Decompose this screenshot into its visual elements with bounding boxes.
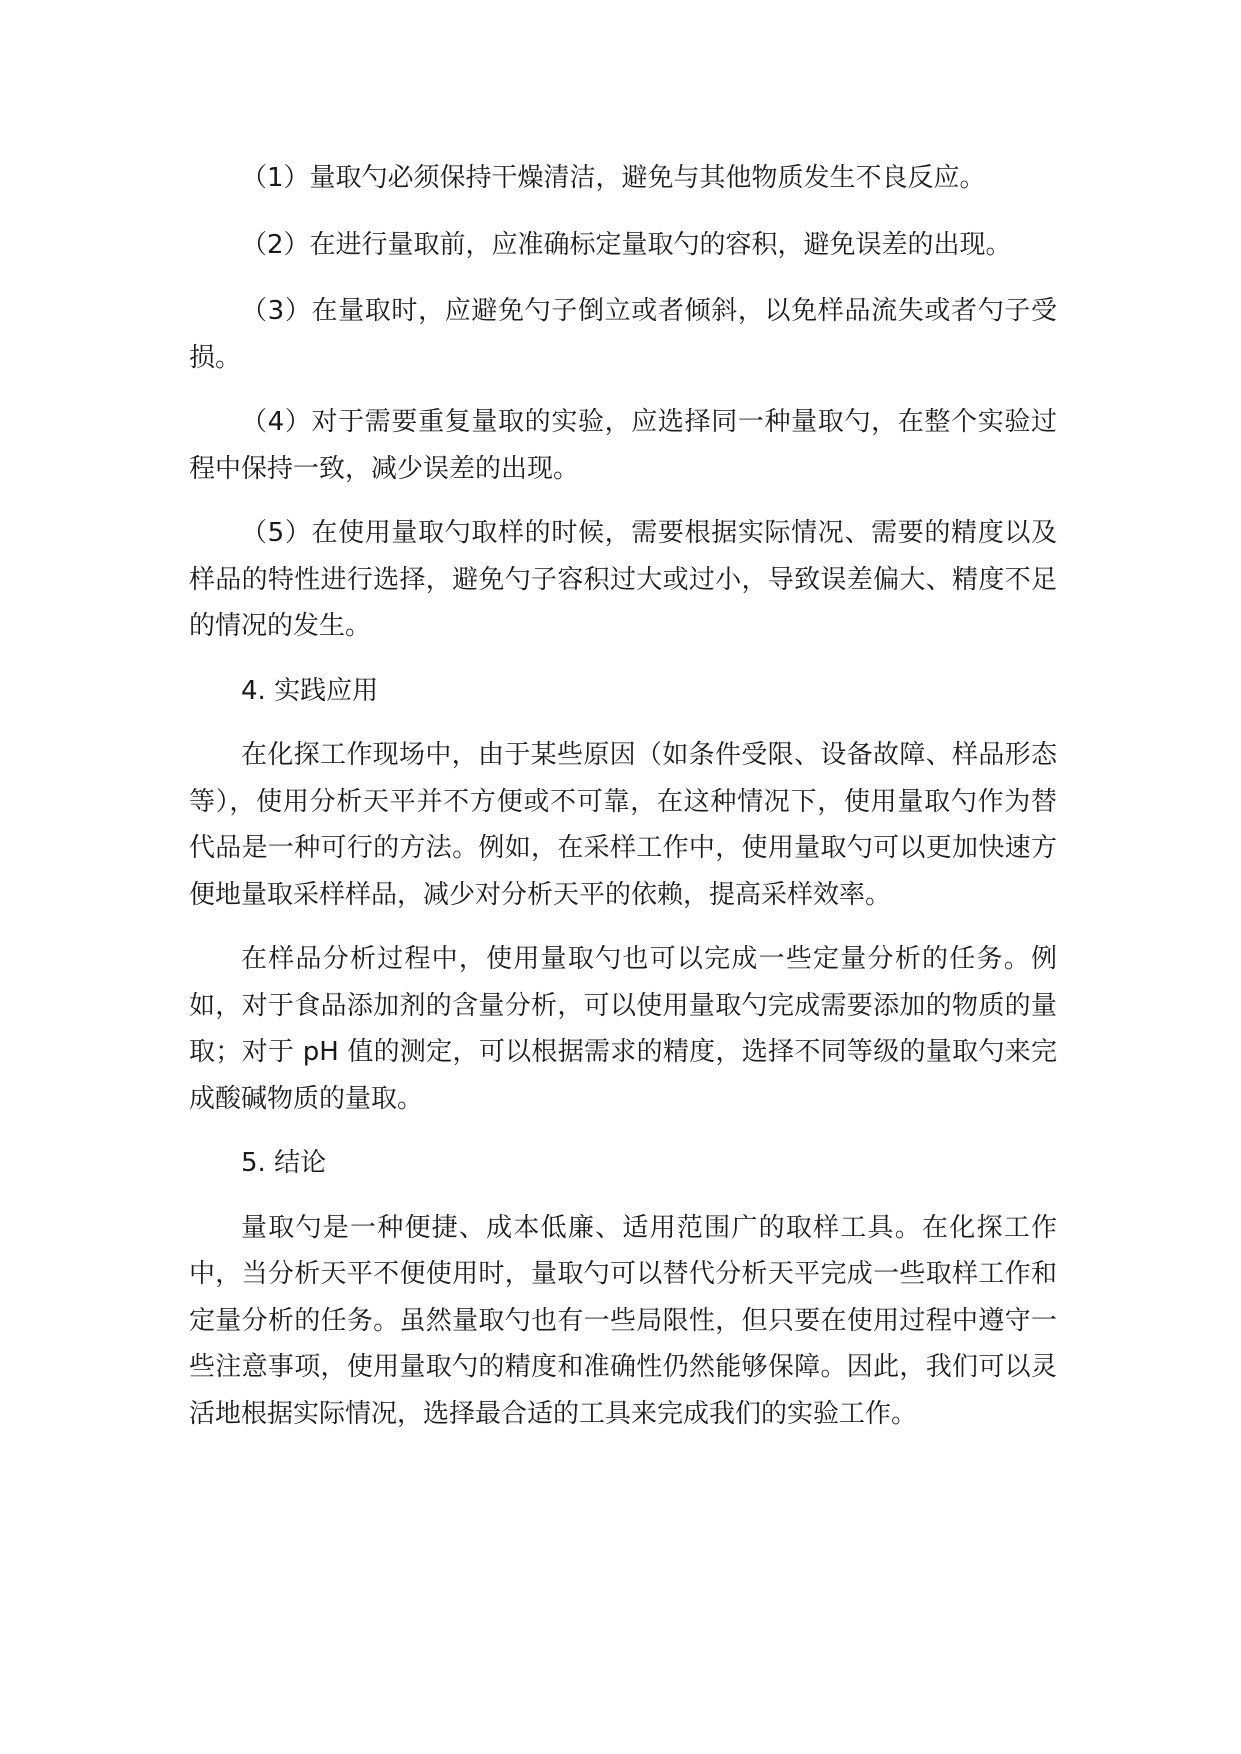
practice-paragraph-2: 在样品分析过程中，使用量取勺也可以完成一些定量分析的任务。例如，对于食品添加剂的含量分析，可以使用量取勺完成需要添加的物质的量取；对于 pH 值的测定，可以根据需求的精度，选择不同等级的量取勺来完成酸碱物质的量取。 [189,944,1057,1114]
note-item-5: （5）在使用量取勺取样的时候，需要根据实际情况、需要的精度以及样品的特性进行选择，避免勺子容积过大或过小，导致误差偏大、精度不足的情况的发生。 [189,518,1057,641]
document-page [189,155,1057,1437]
note-item-2: （2）在进行量取前，应准确标定量取勺的容积，避免误差的出现。 [241,229,1012,260]
section-heading-conclusion: 5. 结论 [241,1148,327,1178]
section-heading-practice: 4. 实践应用 [241,675,379,706]
note-item-1: （1）量取勺必须保持干燥清洁，避免与其他物质发生不良反应。 [241,163,986,193]
note-item-3: （3）在量取时，应避免勺子倒立或者倾斜，以免样品流失或者勺子受损。 [189,296,1057,373]
conclusion-paragraph: 量取勺是一种便捷、成本低廉、适用范围广的取样工具。在化探工作中，当分析天平不便使用时，量取勺可以替代分析天平完成一些取样工作和定量分析的任务。虽然量取勺也有一些局限性，但只要在使用过程中遵守一些注意事项，使用量取勺的精度和准确性仍然能够保障。因此，我们可以灵活地根据实际情况，选择最合适的工具来完成我们的实验工作。 [189,1212,1057,1429]
note-item-4: （4）对于需要重复量取的实验，应选择同一种量取勺，在整个实验过程中保持一致，减少误差的出现。 [189,407,1057,484]
practice-paragraph-1: 在化探工作现场中，由于某些原因（如条件受限、设备故障、样品形态等），使用分析天平并不方便或不可靠，在这种情况下，使用量取勺作为替代品是一种可行的方法。例如，在采样工作中，使用量取勺可以更加快速方便地量取采样样品，减少对分析天平的依赖，提高采样效率。 [189,740,1057,910]
